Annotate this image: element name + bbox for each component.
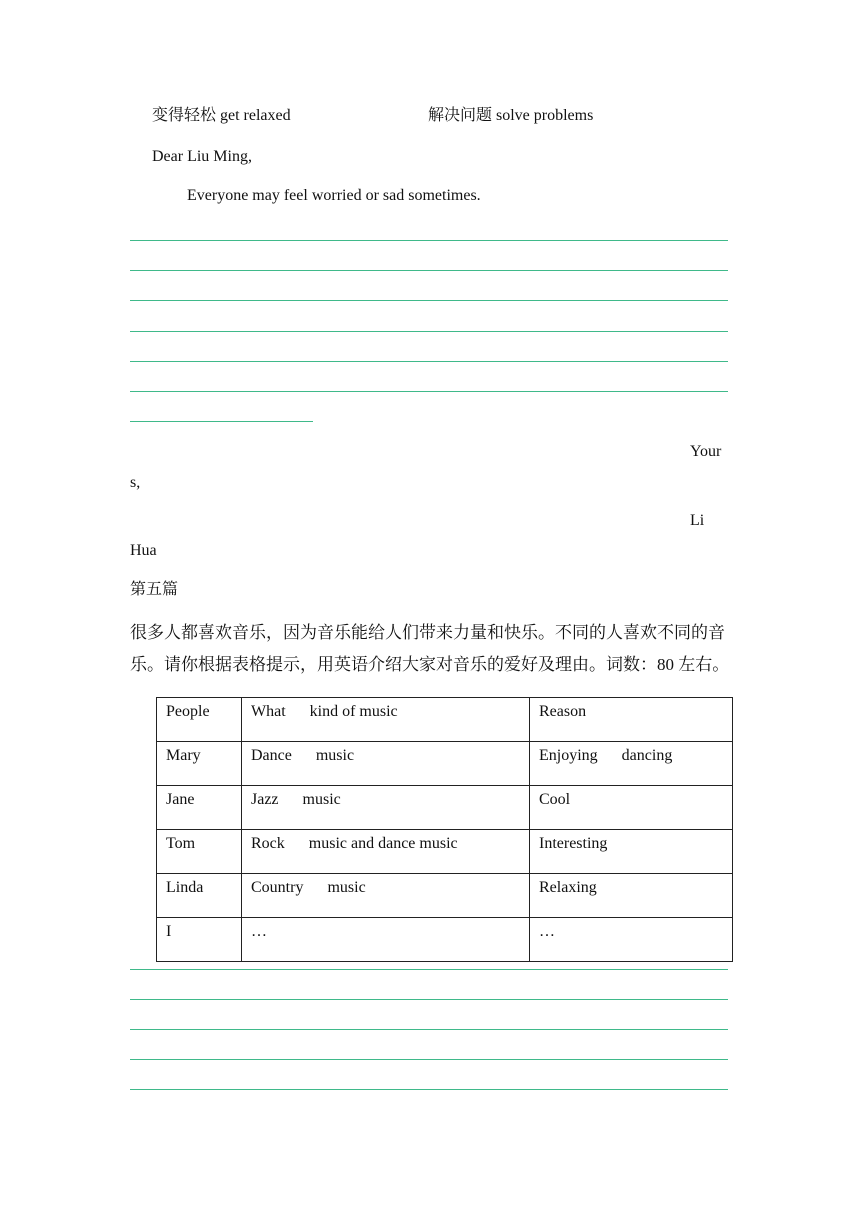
letter-signature-continued: Hua	[130, 542, 157, 559]
letter-signature: Li	[690, 512, 705, 529]
cell-music: …	[242, 918, 530, 962]
music-preferences-table	[156, 697, 733, 962]
instructions-line-2: 乐。请你根据表格提示，用英语介绍大家对音乐的爱好及理由。词数：80 左右。	[130, 655, 730, 674]
header-kind-of-music: What kind of music	[242, 698, 530, 742]
cell-reason: Enjoying dancing	[530, 742, 733, 786]
cell-person: I	[157, 918, 242, 962]
vocab-hint-solve: 解决问题 solve problems	[428, 107, 594, 124]
cell-person: Linda	[157, 874, 242, 918]
table-header-row	[157, 698, 733, 742]
cell-reason: Cool	[530, 786, 733, 830]
cell-music: Dance music	[242, 742, 530, 786]
header-people: People	[157, 698, 242, 742]
vocab-hint-relaxed: 变得轻松 get relaxed	[152, 107, 291, 124]
cell-reason: …	[530, 918, 733, 962]
cell-music: Jazz music	[242, 786, 530, 830]
table-row	[157, 918, 733, 962]
writing-line	[130, 300, 728, 301]
writing-line	[130, 969, 728, 970]
cell-person: Jane	[157, 786, 242, 830]
table-row	[157, 786, 733, 830]
instructions-line-1: 很多人都喜欢音乐，因为音乐能给人们带来力量和快乐。不同的人喜欢不同的音	[130, 623, 725, 642]
table-row	[157, 742, 733, 786]
header-reason: Reason	[530, 698, 733, 742]
cell-music: Country music	[242, 874, 530, 918]
writing-line	[130, 1059, 728, 1060]
writing-line	[130, 361, 728, 362]
writing-line	[130, 1029, 728, 1030]
writing-line	[130, 1089, 728, 1090]
letter-closing-continued: s,	[130, 474, 141, 491]
letter-closing: Your	[690, 443, 722, 460]
table-row	[157, 874, 733, 918]
writing-line	[130, 240, 728, 241]
cell-music: Rock music and dance music	[242, 830, 530, 874]
writing-line	[130, 391, 728, 392]
writing-line	[130, 999, 728, 1000]
cell-person: Tom	[157, 830, 242, 874]
table-row	[157, 830, 733, 874]
writing-line	[130, 270, 728, 271]
section-title: 第五篇	[130, 581, 179, 598]
writing-line	[130, 421, 313, 422]
cell-person: Mary	[157, 742, 242, 786]
writing-line	[130, 331, 728, 332]
cell-reason: Relaxing	[530, 874, 733, 918]
letter-greeting: Dear Liu Ming,	[152, 148, 252, 165]
cell-reason: Interesting	[530, 830, 733, 874]
letter-opening: Everyone may feel worried or sad sometimes.	[187, 187, 481, 204]
